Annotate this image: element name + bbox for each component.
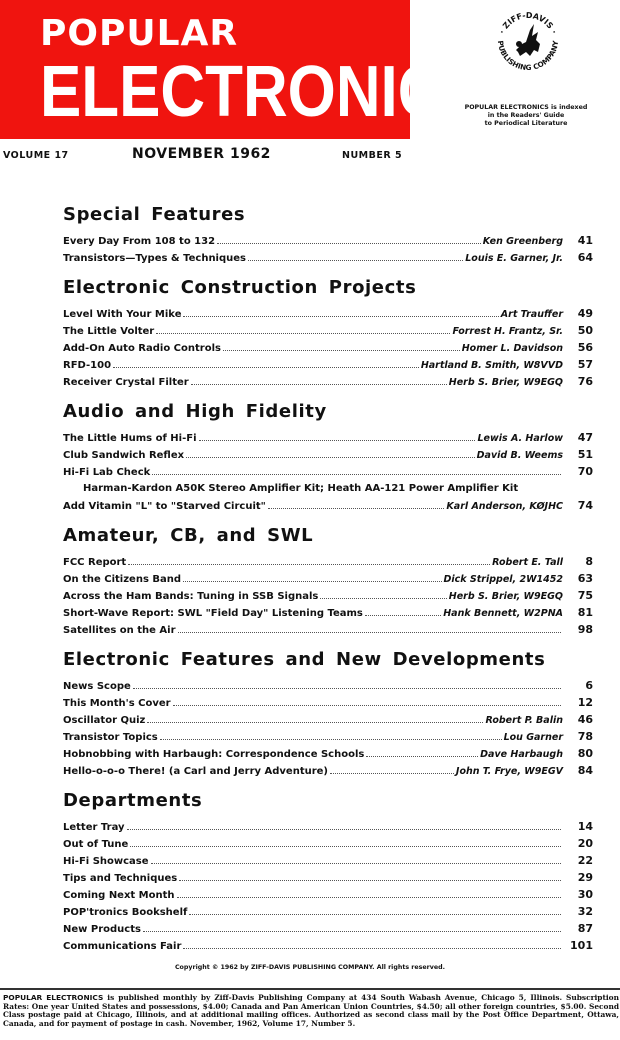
section-title: Amateur, CB, and SWL bbox=[63, 525, 314, 546]
entry-author: David B. Weems bbox=[476, 450, 563, 461]
masthead bbox=[0, 0, 484, 139]
dot-leader bbox=[199, 440, 476, 441]
footer-text: is published monthly by Ziff-Davis Publishing Company at 434 South Wabash Avenue, Chicago 5, Illinois. Subscription Rates: One year United States and possessions, $4.00; Canada and Pan American Union Countries, $4.50; all other foreign countries, $5.00. Second Class postage paid at Chicago, Illinois, and at additional mailing offices. Authorized as second class mail by the Post Office Department, Ottawa, Canada, and for payment of postage in cash. November, 1962, Volume 17, Number 5. bbox=[3, 993, 619, 1028]
entry-author: Louis E. Garner, Jr. bbox=[465, 253, 563, 264]
entry-title: Hi-Fi Showcase bbox=[63, 856, 149, 867]
entry-title: Transistors—Types & Techniques bbox=[63, 253, 246, 264]
entry-title: FCC Report bbox=[63, 557, 127, 568]
toc-entry bbox=[63, 711, 593, 728]
dot-leader bbox=[366, 756, 478, 757]
publication-notice bbox=[3, 994, 619, 1028]
entry-title: Hobnobbing with Harbaugh: Correspondence Schools bbox=[63, 749, 365, 760]
entry-author: Art Trauffer bbox=[500, 309, 563, 320]
entry-title: Short-Wave Report: SWL "Field Day" Listening Teams bbox=[63, 608, 363, 619]
toc-entry bbox=[63, 249, 593, 266]
entry-page-number: 57 bbox=[577, 358, 593, 371]
entry-title: Across the Ham Bands: Tuning in SSB Signals bbox=[63, 591, 319, 602]
entry-page-number: 12 bbox=[577, 696, 593, 709]
entry-title: The Little Hums of Hi-Fi bbox=[63, 433, 197, 444]
toc-entry bbox=[63, 728, 593, 745]
dot-leader bbox=[183, 581, 441, 582]
toc-entry bbox=[63, 694, 593, 711]
entry-page-number: 29 bbox=[577, 871, 593, 884]
entry-author: Forrest H. Frantz, Sr. bbox=[452, 326, 563, 337]
toc-entry bbox=[63, 886, 593, 903]
indexed-line-2: in the Readers' Guide bbox=[487, 112, 565, 119]
dot-leader bbox=[128, 564, 490, 565]
entry-title: News Scope bbox=[63, 681, 131, 692]
entry-title: Add Vitamin "L" to "Starved Circuit" bbox=[63, 501, 266, 512]
entry-author: Robert E. Tall bbox=[492, 557, 563, 568]
toc-entry bbox=[63, 677, 593, 694]
toc-section bbox=[63, 524, 593, 638]
dot-leader bbox=[177, 897, 561, 898]
dot-leader bbox=[156, 333, 450, 334]
toc-entry bbox=[63, 553, 593, 570]
entry-page-number: 46 bbox=[577, 713, 593, 726]
toc-entry bbox=[63, 745, 593, 762]
entry-author: Herb S. Brier, W9EGQ bbox=[448, 591, 563, 602]
winged-horse-icon bbox=[492, 6, 564, 78]
entry-page-number: 98 bbox=[577, 623, 593, 636]
entry-title: Oscillator Quiz bbox=[63, 715, 146, 726]
toc-entry-subtitle bbox=[63, 480, 568, 497]
indexed-line-3: to Periodical Literature bbox=[484, 120, 568, 127]
toc-entry bbox=[63, 762, 593, 779]
dot-leader bbox=[183, 948, 561, 949]
entry-page-number: 63 bbox=[577, 572, 593, 585]
entry-page-number: 41 bbox=[577, 234, 593, 247]
entry-page-number: 6 bbox=[585, 679, 593, 692]
entry-page-number: 22 bbox=[577, 854, 593, 867]
dot-leader bbox=[113, 367, 419, 368]
section-title: Electronic Construction Projects bbox=[63, 277, 417, 298]
divider bbox=[0, 988, 620, 990]
entry-page-number: 64 bbox=[577, 251, 593, 264]
dot-leader bbox=[223, 350, 460, 351]
dot-leader bbox=[320, 598, 446, 599]
copyright-notice: Copyright © 1962 by ZIFF-DAVIS PUBLISHING COMPANY. All rights reserved. bbox=[174, 964, 446, 971]
entry-title: Add-On Auto Radio Controls bbox=[63, 343, 221, 354]
toc-entry bbox=[63, 232, 593, 249]
toc-section bbox=[63, 789, 593, 954]
dot-leader bbox=[217, 243, 481, 244]
entry-title: The Little Volter bbox=[63, 326, 155, 337]
entry-page-number: 80 bbox=[577, 747, 593, 760]
toc-entry bbox=[63, 937, 593, 954]
svg-text:· ZIFF-DAVIS ·: · ZIFF-DAVIS · bbox=[497, 10, 559, 36]
entry-author: Herb S. Brier, W9EGQ bbox=[448, 377, 563, 388]
toc-entry bbox=[63, 446, 593, 463]
toc-entry bbox=[63, 429, 593, 446]
entry-page-number: 30 bbox=[577, 888, 593, 901]
entry-title: Receiver Crystal Filter bbox=[63, 377, 189, 388]
entry-author: Lou Garner bbox=[503, 732, 563, 743]
entry-title: Satellites on the Air bbox=[63, 625, 176, 636]
entry-author: Karl Anderson, KØJHC bbox=[446, 501, 563, 512]
dot-leader bbox=[248, 260, 463, 261]
toc-entry bbox=[63, 818, 593, 835]
entry-author: Hank Bennett, W2PNA bbox=[443, 608, 563, 619]
entry-page-number: 70 bbox=[577, 465, 593, 478]
table-of-contents bbox=[63, 203, 593, 964]
entry-title: Out of Tune bbox=[63, 839, 129, 850]
toc-entry bbox=[63, 621, 593, 638]
entry-author: Dave Harbaugh bbox=[480, 749, 563, 760]
dot-leader bbox=[183, 316, 498, 317]
entry-page-number: 75 bbox=[577, 589, 593, 602]
issue-date: NOVEMBER 1962 bbox=[132, 146, 271, 162]
entry-author: John T. Frye, W9EGV bbox=[455, 766, 563, 777]
entry-page-number: 78 bbox=[577, 730, 593, 743]
dot-leader bbox=[160, 739, 502, 740]
masthead-popular: POPULAR bbox=[40, 13, 239, 54]
entry-title: Tips and Techniques bbox=[63, 873, 178, 884]
toc-entry bbox=[63, 920, 593, 937]
indexed-line-1: POPULAR ELECTRONICS is indexed bbox=[464, 104, 588, 111]
entry-title: RFD-100 bbox=[63, 360, 112, 371]
toc-entry bbox=[63, 356, 593, 373]
dot-leader bbox=[178, 632, 561, 633]
toc-entry bbox=[63, 373, 593, 390]
dot-leader bbox=[330, 773, 454, 774]
toc-section bbox=[63, 276, 593, 390]
dot-leader bbox=[191, 384, 447, 385]
toc-entry bbox=[63, 852, 593, 869]
entry-title: Level With Your Mike bbox=[63, 309, 182, 320]
dot-leader bbox=[186, 457, 475, 458]
indexed-note bbox=[432, 104, 620, 128]
toc-entry bbox=[63, 570, 593, 587]
issue-info bbox=[0, 144, 410, 166]
toc-entry bbox=[63, 869, 593, 886]
toc-entry bbox=[63, 835, 593, 852]
toc-entry bbox=[63, 604, 593, 621]
toc-entry bbox=[63, 305, 593, 322]
entry-author: Lewis A. Harlow bbox=[477, 433, 563, 444]
dot-leader bbox=[147, 722, 483, 723]
entry-author: Homer L. Davidson bbox=[461, 343, 563, 354]
dot-leader bbox=[268, 508, 445, 509]
toc-entry bbox=[63, 497, 593, 514]
entry-page-number: 20 bbox=[577, 837, 593, 850]
entry-title: Every Day From 108 to 132 bbox=[63, 236, 216, 247]
toc-entry bbox=[63, 322, 593, 339]
entry-title: POP'tronics Bookshelf bbox=[63, 907, 188, 918]
issue-volume: VOLUME 17 bbox=[3, 150, 69, 161]
toc-entry bbox=[63, 463, 593, 480]
toc-section bbox=[63, 203, 593, 266]
entry-page-number: 74 bbox=[577, 499, 593, 512]
entry-author: Dick Strippel, 2W1452 bbox=[443, 574, 563, 585]
entry-page-number: 47 bbox=[577, 431, 593, 444]
entry-page-number: 81 bbox=[577, 606, 593, 619]
entry-page-number: 32 bbox=[577, 905, 593, 918]
dot-leader bbox=[130, 846, 561, 847]
dot-leader bbox=[152, 474, 561, 475]
entry-page-number: 101 bbox=[570, 939, 593, 952]
toc-section bbox=[63, 648, 593, 779]
entry-title: Harman-Kardon A50K Stereo Amplifier Kit; Heath AA-121 Power Amplifier Kit bbox=[83, 483, 519, 494]
entry-title: Coming Next Month bbox=[63, 890, 175, 901]
toc-section bbox=[63, 400, 593, 514]
entry-title: Letter Tray bbox=[63, 822, 125, 833]
entry-page-number: 50 bbox=[577, 324, 593, 337]
toc-entry bbox=[63, 339, 593, 356]
entry-author: Ken Greenberg bbox=[482, 236, 563, 247]
svg-text:PUBLISHING COMPANY: PUBLISHING COMPANY bbox=[495, 40, 561, 73]
entry-title: Hello-o-o-o There! (a Carl and Jerry Adventure) bbox=[63, 766, 328, 777]
entry-title: Transistor Topics bbox=[63, 732, 158, 743]
toc-entry bbox=[63, 587, 593, 604]
section-title: Departments bbox=[63, 790, 203, 811]
dot-leader bbox=[365, 615, 441, 616]
dot-leader bbox=[133, 688, 561, 689]
entry-title: New Products bbox=[63, 924, 141, 935]
publisher-logo bbox=[492, 6, 564, 78]
issue-number: NUMBER 5 bbox=[342, 150, 403, 161]
entry-page-number: 56 bbox=[577, 341, 593, 354]
dot-leader bbox=[179, 880, 561, 881]
entry-page-number: 84 bbox=[577, 764, 593, 777]
dot-leader bbox=[189, 914, 561, 915]
entry-title: Hi-Fi Lab Check bbox=[63, 467, 151, 478]
entry-author: Robert P. Balin bbox=[485, 715, 563, 726]
footer-brand: POPULAR ELECTRONICS bbox=[3, 993, 104, 1002]
entry-page-number: 51 bbox=[577, 448, 593, 461]
entry-page-number: 87 bbox=[577, 922, 593, 935]
entry-title: Club Sandwich Reflex bbox=[63, 450, 185, 461]
entry-title: This Month's Cover bbox=[63, 698, 171, 709]
entry-title: Communications Fair bbox=[63, 941, 182, 952]
entry-title: On the Citizens Band bbox=[63, 574, 182, 585]
entry-page-number: 49 bbox=[577, 307, 593, 320]
dot-leader bbox=[127, 829, 561, 830]
entry-page-number: 14 bbox=[577, 820, 593, 833]
section-title: Audio and High Fidelity bbox=[63, 401, 327, 422]
section-title: Electronic Features and New Developments bbox=[63, 649, 546, 670]
dot-leader bbox=[151, 863, 561, 864]
entry-page-number: 8 bbox=[585, 555, 593, 568]
entry-author: Hartland B. Smith, W8VVD bbox=[420, 360, 563, 371]
masthead-electronics: ELECTRONICS bbox=[40, 52, 484, 132]
dot-leader bbox=[143, 931, 561, 932]
section-title: Special Features bbox=[63, 204, 246, 225]
dot-leader bbox=[173, 705, 561, 706]
entry-page-number: 76 bbox=[577, 375, 593, 388]
toc-entry bbox=[63, 903, 593, 920]
